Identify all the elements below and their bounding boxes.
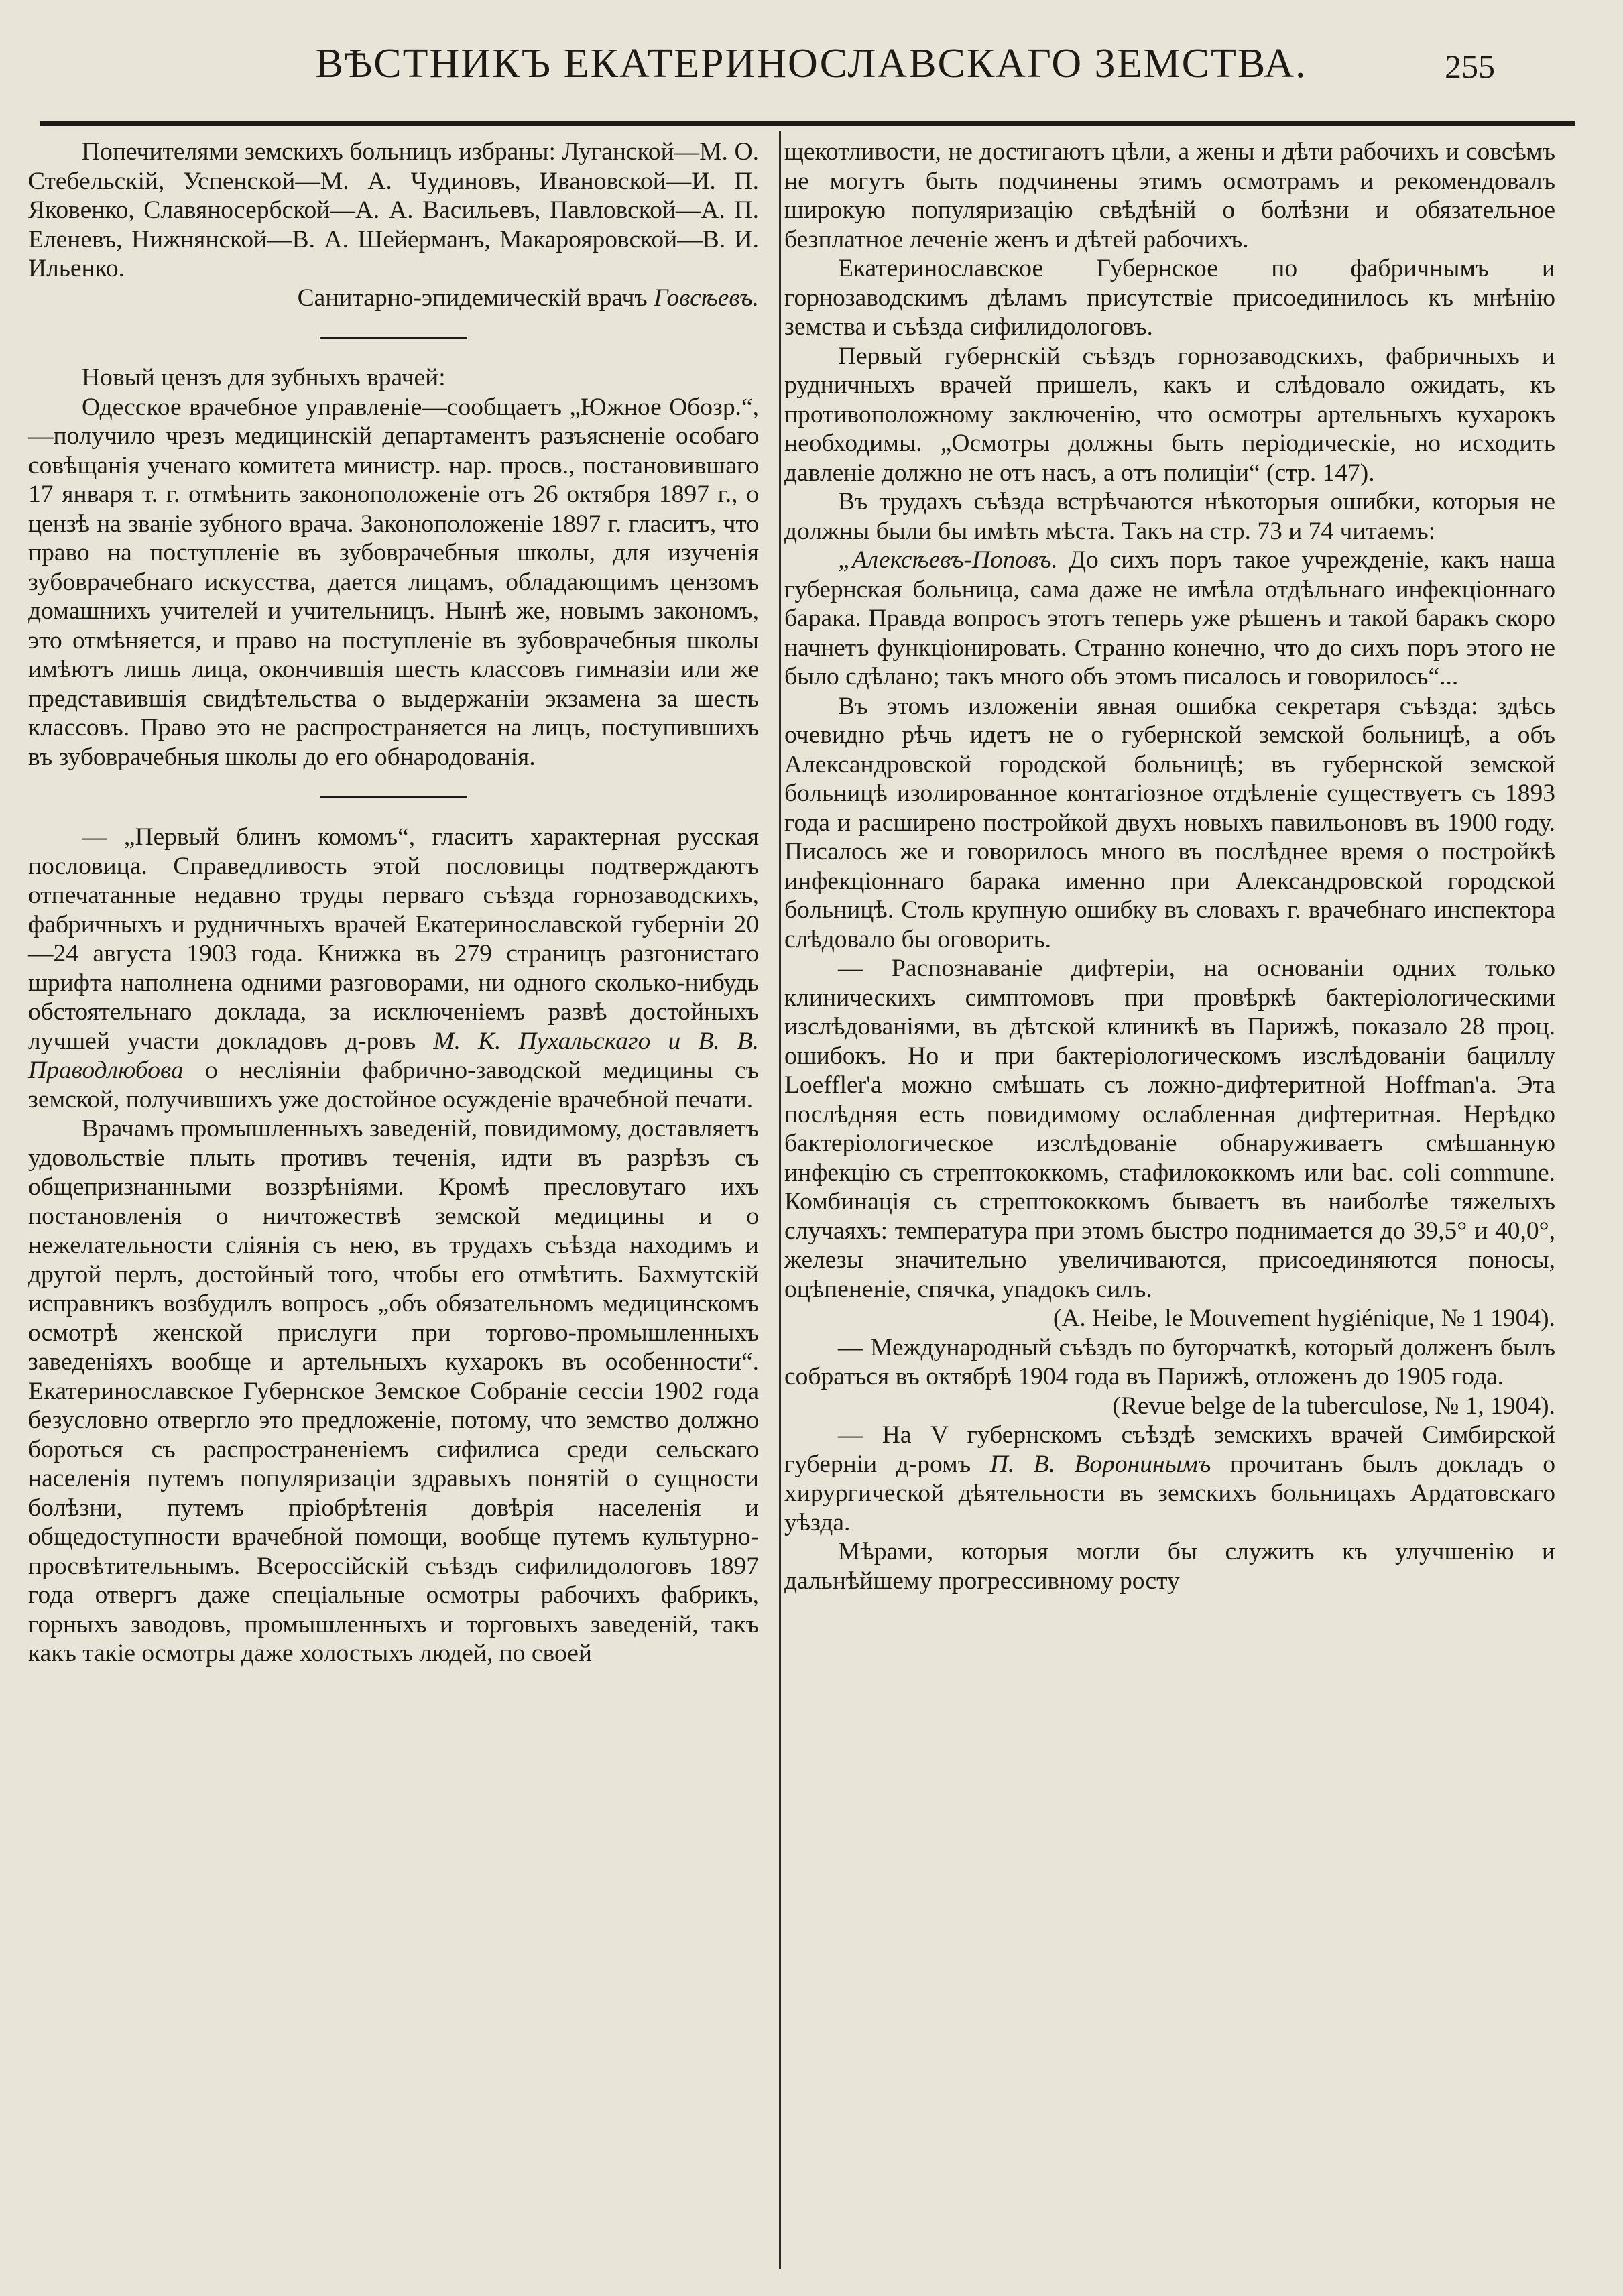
paragraph <box>28 823 759 1114</box>
paragraph-text: о несліяніи фабрично-заводской медицины съ земской, получившихъ уже достойное осужденіе врачебной печати. <box>28 1056 759 1113</box>
paragraph-italic: П. В. Воронинымъ <box>989 1450 1211 1478</box>
paragraph <box>784 546 1555 692</box>
paragraph: — Распознаваніе дифтеріи, на основаніи одних только клиническихъ симптомовъ при провѣркѣ бактеріологическими изслѣдованіями, въ дѣтской клиникѣ въ Парижѣ, показало 28 проц. ошибокъ. Но и при бактеріологическомъ изслѣдованіи бациллу Loeffler'а можно смѣшать съ ложно-дифтеритной Hoffman'а. Эта послѣдняя есть повидимому ослабленная дифтеритная. Нерѣдко бактеріологическое изслѣдованіе обнаруживаетъ смѣшанную инфекцію съ стрептококкомъ, стафилококкомъ или bac. coli commune. Комбинація съ стрептококкомъ бываетъ въ наиболѣе тяжелыхъ случаяхъ: температура при этомъ быстро поднимается до 39,5° и 40,0°, железы значительно увеличиваются, присоединяются поносы, оцѣпененіе, спячка, упадокъ силъ. <box>784 955 1555 1303</box>
paragraph: Въ трудахъ съѣзда встрѣчаются нѣкоторыя ошибки, которыя не должны были бы имѣть мѣста. Такъ на стр. 73 и 74 читаемъ: <box>784 488 1555 545</box>
paragraph: Мѣрами, которыя могли бы служить къ улучшенію и дальнѣйшему прогрессивному росту <box>784 1538 1555 1595</box>
header-rule <box>40 121 1575 126</box>
paragraph: Одесское врачебное управленіе—сообщаетъ „Южное Обозр.“,—получило чрезъ медицинскій департаментъ разъясненіе особаго совѣщанія ученаго комитета министр. нар. просв., постановившаго 17 января т. г. отмѣнить законоположеніе отъ 26 октября 1897 г., о цензѣ на званіе зубного врача. Законоположеніе 1897 г. гласитъ, что право на поступленіе въ зубоврачебныя школы, для изученія зубоврачебнаго искусства, дается лицамъ, обладающимъ цензомъ домашнихъ учителей и учительницъ. Нынѣ же, новымъ закономъ, это отмѣняется, и право на поступленіе въ зубоврачебныя школы имѣютъ лишь лица, окончившія шесть классовъ гимназіи или же представившія свидѣтельства о выдержаніи экзамена за шесть классовъ. Право это не распространяется на лицъ, поступившихъ въ зубоврачебныя школы до его обнародованія. <box>28 393 759 771</box>
left-column <box>28 137 759 1669</box>
paragraph-text: прочитанъ былъ докладъ о хирургической дѣятельности въ земскихъ больницахъ Ардатовскаго уѣзда. <box>784 1450 1555 1536</box>
paragraph: Въ этомъ изложеніи явная ошибка секретаря съѣзда: здѣсь очевидно рѣчь идетъ не о губернской земской больницѣ, а объ Александровской городской больницѣ; въ губернской земской больницѣ изолированное контагіозное отдѣленіе существуетъ съ 1893 года и расширено постройкой двухъ новыхъ павильоновъ въ 1900 году. Писалось же и говорилось много въ послѣднее время о постройкѣ инфекціоннаго барака именно при Александровской городской больницѣ. Столь крупную ошибку въ словахъ г. врачебнаго инспектора слѣдовало бы оговорить. <box>784 692 1555 953</box>
paragraph-text: — На V губернскомъ съѣздѣ земскихъ врачей Симбирской губерніи д-ромъ <box>784 1421 1555 1478</box>
quote-text: До сихъ поръ такое учрежденіе, какъ наша губернская больница, сама даже не имѣла отдѣльнаго инфекціоннаго барака. Правда вопросъ этотъ теперь уже рѣшенъ и такой баракъ скоро начнетъ функціонировать. Странно конечно, что до сихъ поръ этого не было сдѣлано; такъ много объ этомъ писалось и говорилось“... <box>784 546 1555 690</box>
citation: (A. Heibe, le Mouvement hygiénique, № 1 1904). <box>1053 1305 1555 1332</box>
quote-author: „Алексѣевъ-Поповъ. <box>838 546 1058 574</box>
section-heading: Новый цензъ для зубныхъ врачей: <box>82 364 446 391</box>
paragraph: — Международный съѣздъ по бугорчаткѣ, который долженъ былъ собраться въ октябрѣ 1904 года въ Парижѣ, отложенъ до 1905 года. <box>784 1333 1555 1390</box>
citation: (Revue belge de la tuberculose, № 1, 1904). <box>1112 1392 1555 1420</box>
signature-line <box>28 284 759 313</box>
paragraph: Первый губернскій съѣздъ горнозаводскихъ, фабричныхъ и рудничныхъ врачей пришелъ, какъ и слѣдовало ожидать, къ противоположному заключенію, что осмотры артельныхъ кухарокъ необходимы. „Осмотры должны быть періодическіе, но исходить давленіе должно не отъ насъ, а отъ полиціи“ (стр. 147). <box>784 342 1555 487</box>
journal-title: ВѢСТНИКЪ ЕКАТЕРИНОСЛАВСКАГО ЗЕМСТВА. <box>315 41 1307 86</box>
signature-lead: Санитарно-эпидемическій врачъ <box>297 284 654 312</box>
signature-name: Говсѣевъ. <box>654 284 759 312</box>
right-column <box>784 137 1555 1595</box>
paragraph: Врачамъ промышленныхъ заведеній, повидимому, доставляетъ удовольствіе плыть противъ теченія, идти въ разрѣзъ съ общепризнанными воззрѣніями. Кромѣ пресловутаго ихъ постановленія о ничтожествѣ земской медицины и о нежелательности слiянія съ нею, въ трудахъ съѣзда находимъ и другой перлъ, достойный того, чтобы его отмѣтить. Бахмутскій исправникъ возбудилъ вопросъ „объ обязательномъ медицинскомъ осмотрѣ женской прислуги при торгово-промышленныхъ заведеніяхъ вообще и артельныхъ кухарокъ въ особенности“. Екатеринославское Губернское Земское Собраніе сессіи 1902 года безусловно отвергло это предложеніе, потому, что земство должно бороться съ распространеніемъ сифилиса среди сельскаго населенія путемъ популяризаціи здравыхъ понятій о сущности болѣзни, путемъ пріобрѣтенія довѣрія населенія и общедоступности врачебной помощи, вообще путемъ культурно-просвѣтительнымъ. Всероссійскій съѣздъ сифилидологовъ 1897 года отвергъ даже спеціальные осмотры рабочихъ фабрикъ, горныхъ заводовъ, промышленныхъ и торговыхъ заведеній, такъ какъ такіе осмотры даже холостыхъ людей, по своей <box>28 1115 759 1667</box>
paragraph: щекотливости, не достигаютъ цѣли, а жены и дѣти рабочихъ и совсѣмъ не могутъ быть подчинены этимъ осмотрамъ и рекомендовалъ широкую популяризацію свѣдѣній о болѣзни и обязательное безплатное леченіе женъ и дѣтей рабочихъ. <box>784 138 1555 253</box>
section-divider <box>320 796 467 798</box>
section-divider <box>320 337 467 339</box>
paragraph-text: — „Первый блинъ комомъ“, гласитъ характерная русская пословица. Справедливость этой пословицы подтверждаютъ отпечатанные недавно труды перваго съѣзда горнозаводскихъ, фабричныхъ и рудничныхъ врачей Екатеринославской губерніи 20—24 августа 1903 года. Книжка въ 279 страницъ разгонистаго шрифта наполнена одними разговорами, ни одного сколько-нибудь обстоятельнаго доклада, за исключеніемъ развѣ достойныхъ лучшей участи докладовъ д-ровъ <box>28 823 759 1055</box>
page-number: 255 <box>1445 48 1495 85</box>
paragraph-italic: М. К. Пухальскаго и В. В. Праводлюбова <box>28 1027 759 1084</box>
paragraph: Попечителями земскихъ больницъ избраны: Луганской—М. О. Стебельскій, Успенской—М. А. Чудиновъ, Ивановской—И. П. Яковенко, Славяносербской—А. А. Васильевъ, Павловской—А. П. Еленевъ, Нижнянской—В. А. Шейерманъ, Макарояровской—В. И. Ильенко. <box>28 138 759 282</box>
page-header <box>27 27 1596 107</box>
paragraph <box>784 1421 1555 1537</box>
column-divider <box>779 131 781 2269</box>
paragraph: Екатеринославское Губернское по фабричнымъ и горнозаводскимъ дѣламъ присутствіе присоединилось къ мнѣнію земства и съѣзда сифилидологовъ. <box>784 255 1555 341</box>
